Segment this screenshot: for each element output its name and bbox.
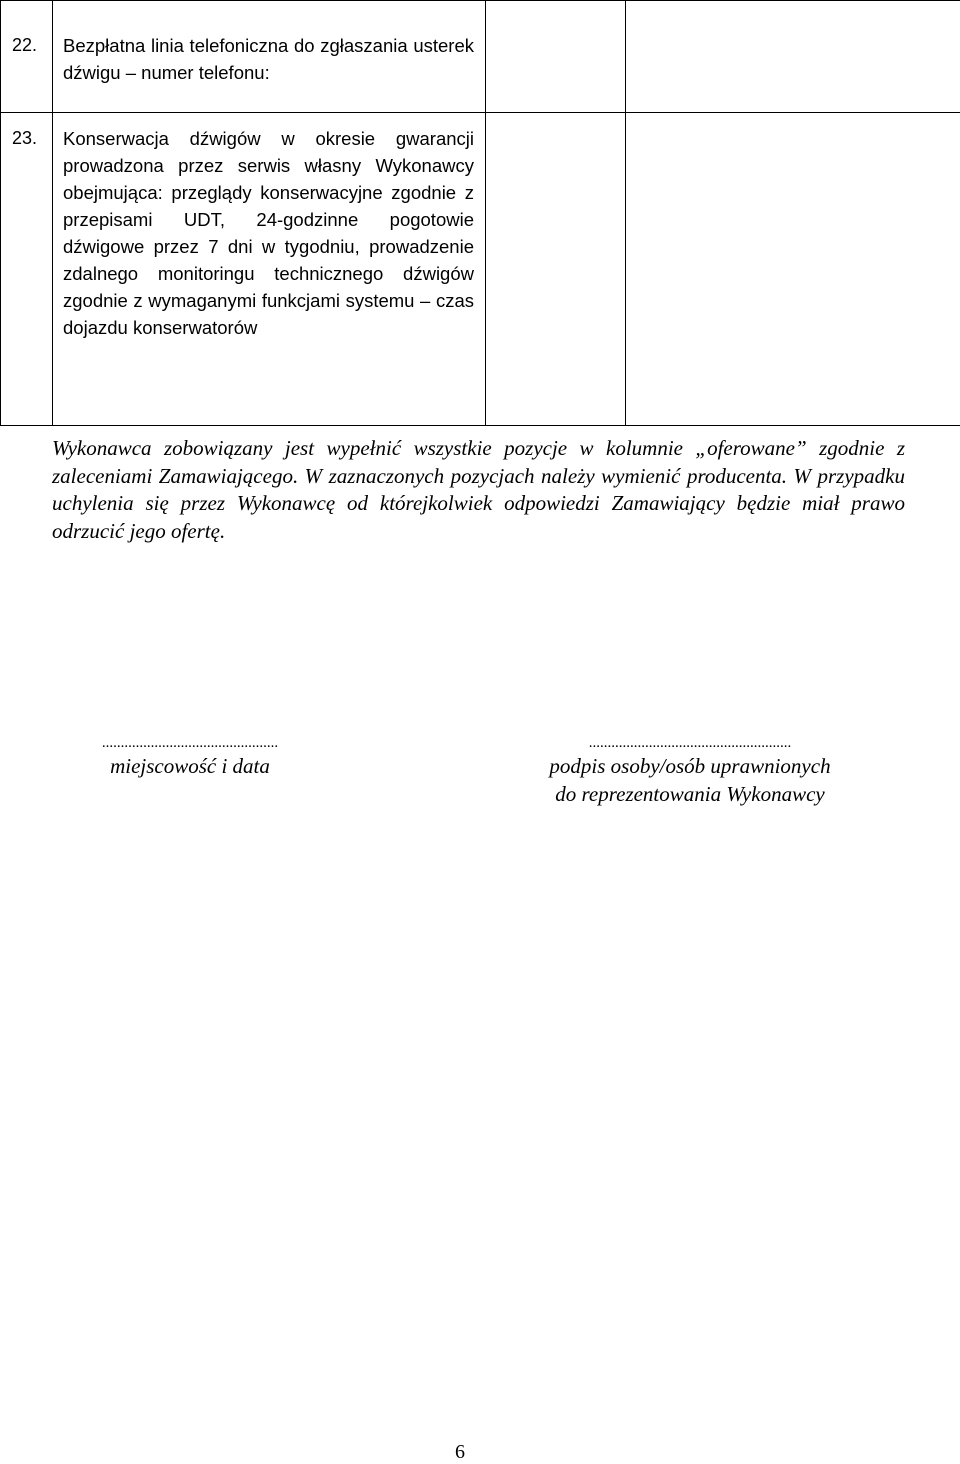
signature-line: ......................................................: [505, 733, 875, 753]
table-row: [1, 113, 960, 426]
required-cell: [486, 1, 626, 113]
specification-table: [0, 0, 960, 426]
place-date-label: miejscowość i data: [110, 754, 270, 778]
row-number: 22.: [1, 1, 53, 113]
offered-cell: [626, 113, 960, 426]
signature-label-line2: do reprezentowania Wykonawcy: [555, 782, 824, 806]
row-description: Konserwacja dźwigów w okresie gwarancji prowadzona przez serwis własny Wykonawcy obejmująca: przeglądy konserwacyjne zgodnie z przepisami UDT, 24-godzinne pogotowie dźwigowe przez 7 dni w tygodniu, prowadzenie zdalnego monitoringu technicznego dźwigów zgodnie z wymaganymi funkcjami systemu – czas dojazdu konserwatorów: [53, 113, 486, 426]
page-number: 6: [430, 1440, 490, 1464]
place-date-line: ...............................................: [40, 733, 340, 753]
offered-cell: [626, 1, 960, 113]
place-date-signature: [40, 733, 340, 781]
required-cell: [486, 113, 626, 426]
contractor-notice: Wykonawca zobowiązany jest wypełnić wszystkie pozycje w kolumnie „oferowane” zgodnie z zaleceniami Zamawiającego. W zaznaczonych pozycjach należy wymienić producenta. W przypadku uchylenia się przez Wykonawcę od którejkolwiek odpowiedzi Zamawiający będzie miał prawo odrzucić jego ofertę.: [52, 435, 905, 545]
row-number: 23.: [1, 113, 53, 426]
signature-label-line1: podpis osoby/osób uprawnionych: [549, 754, 830, 778]
table-row: [1, 1, 960, 113]
authorized-signature: [505, 733, 875, 808]
row-description: Bezpłatna linia telefoniczna do zgłaszania usterek dźwigu – numer telefonu:: [53, 1, 486, 113]
